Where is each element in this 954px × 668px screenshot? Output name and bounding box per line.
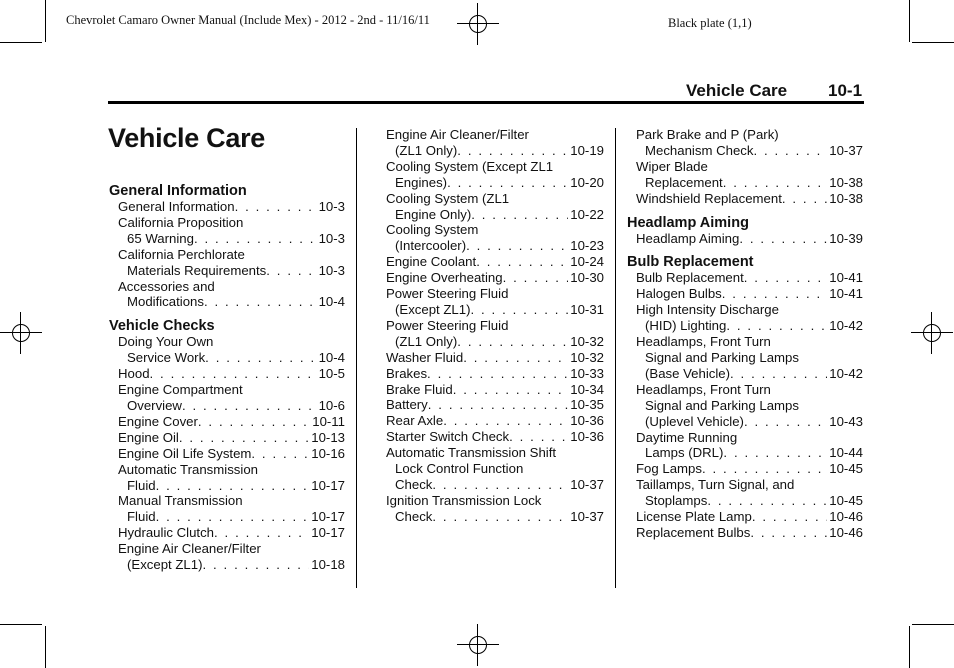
toc-entry-text: Hood — [118, 366, 150, 382]
toc-entry-row — [118, 478, 345, 494]
page-number: 10-37 — [829, 142, 863, 158]
toc-entry-row — [386, 413, 604, 429]
toc-entry-text: Replacement Bulbs — [636, 524, 751, 540]
page-number: 10-6 — [318, 397, 345, 413]
page-number: 10-36 — [570, 413, 604, 429]
dot-leader — [722, 286, 827, 302]
toc-entry-text: (Except ZL1) — [395, 301, 471, 317]
page-number: 10-34 — [570, 381, 604, 397]
toc-entry-text: Halogen Bulbs — [636, 286, 722, 302]
page-number: 10-3 — [318, 230, 345, 246]
registration-mark — [8, 320, 34, 346]
toc-entry-text: License Plate Lamp — [636, 509, 752, 525]
toc-entry[interactable] — [377, 191, 604, 223]
dot-leader — [443, 413, 568, 429]
toc-entry-text: Cooling System — [386, 222, 479, 238]
toc-entry[interactable] — [377, 318, 604, 350]
toc-entry-text: Engine Oil — [118, 429, 179, 445]
toc-entry-text: Ignition Transmission Lock — [386, 492, 542, 508]
toc-entry-text: (Intercooler) — [395, 238, 467, 254]
page-number: 10-45 — [829, 493, 863, 509]
dot-leader — [726, 318, 827, 334]
toc-entry-text: Headlamp Aiming — [636, 230, 740, 246]
page-number: 10-3 — [318, 262, 345, 278]
toc-entry-text: Automatic Transmission — [118, 461, 258, 477]
dot-leader — [744, 414, 827, 430]
page-number: 10-4 — [318, 350, 345, 366]
toc-entry-row — [636, 445, 863, 461]
dot-leader — [723, 175, 828, 191]
toc-entry[interactable] — [627, 461, 863, 477]
page-number: 10-37 — [570, 508, 604, 524]
section-heading: Vehicle Checks — [109, 318, 215, 335]
toc-entry[interactable] — [627, 231, 863, 247]
toc-entry-row — [118, 398, 345, 414]
crop-mark — [912, 42, 954, 43]
registration-mark — [465, 11, 491, 37]
toc-entry[interactable] — [377, 254, 604, 270]
dot-leader — [750, 525, 827, 541]
dot-leader — [457, 143, 568, 159]
page-number: 10-41 — [829, 270, 863, 286]
toc-entry-text: Fluid — [127, 477, 156, 493]
toc-entry-text: California Proposition — [118, 214, 244, 230]
toc-entry-row — [386, 175, 604, 191]
crop-mark — [0, 624, 42, 625]
toc-entry[interactable] — [109, 215, 345, 247]
page-number: 10-43 — [829, 413, 863, 429]
toc-entry-text: Lamps (DRL) — [645, 445, 724, 461]
dot-leader — [432, 477, 568, 493]
toc-entry[interactable] — [627, 191, 863, 207]
dot-leader — [509, 429, 568, 445]
dot-leader — [463, 350, 568, 366]
crop-mark — [909, 626, 910, 668]
dot-leader — [432, 509, 568, 525]
page-number: 10-23 — [570, 238, 604, 254]
toc-entry-row — [636, 414, 863, 430]
toc-entry-text: Signal and Parking Lamps — [645, 397, 799, 413]
toc-entry-row — [118, 366, 345, 382]
toc-entry-text: Taillamps, Turn Signal, and — [636, 477, 795, 493]
toc-entry-text: Manual Transmission — [118, 493, 243, 509]
toc-entry[interactable] — [109, 199, 345, 215]
toc-entry-row — [386, 238, 604, 254]
toc-entry-text: (Except ZL1) — [127, 557, 203, 573]
toc-entry-text: Check — [395, 476, 433, 492]
toc-entry[interactable] — [627, 509, 863, 525]
toc-entry-row — [636, 525, 863, 541]
dot-leader — [150, 366, 317, 382]
toc-entry-text: Headlamps, Front Turn — [636, 334, 771, 350]
dot-leader — [453, 382, 569, 398]
toc-entry[interactable] — [627, 302, 863, 334]
toc-entry[interactable] — [377, 366, 604, 382]
toc-entry-text: Signal and Parking Lamps — [645, 349, 799, 365]
toc-entry-text: High Intensity Discharge — [636, 302, 779, 318]
dot-leader — [471, 302, 569, 318]
page-number: 10-17 — [311, 509, 345, 525]
page-number: 10-39 — [829, 230, 863, 246]
toc-entry[interactable] — [377, 493, 604, 525]
plate-title: Chevrolet Camaro Owner Manual (Include Mex) - 2012 - 2nd - 11/16/11 — [66, 13, 430, 27]
toc-entry-text: Doing Your Own — [118, 334, 214, 350]
crop-mark — [0, 42, 42, 43]
toc-entry-row — [386, 270, 604, 286]
dot-leader — [503, 270, 569, 286]
toc-entry-text: Washer Fluid — [386, 349, 464, 365]
toc-entry-row — [636, 509, 863, 525]
toc-entry-row — [118, 414, 345, 430]
toc-entry-text: Starter Switch Check — [386, 429, 510, 445]
toc-entry-text: Stoplamps — [645, 493, 708, 509]
toc-entry-text: Materials Requirements — [127, 262, 267, 278]
toc-entry-text: California Perchlorate — [118, 246, 245, 262]
dot-leader — [235, 199, 317, 215]
toc-entry[interactable] — [109, 541, 345, 573]
toc-entry-text: Mechanism Check — [645, 142, 754, 158]
toc-entry-text: Bulb Replacement — [636, 270, 744, 286]
toc-entry-text: General Information — [118, 199, 235, 214]
toc-entry-text: Park Brake and P (Park) — [636, 127, 779, 142]
toc-entry-row — [118, 294, 345, 310]
dot-leader — [476, 254, 568, 270]
dot-leader — [156, 509, 310, 525]
toc-entry-text: Replacement — [645, 174, 723, 190]
page-number: 10-3 — [318, 199, 345, 214]
running-header-section: Vehicle Care — [686, 81, 788, 100]
toc-entry-text: Engine Overheating — [386, 270, 503, 286]
section-heading: General Information — [109, 183, 247, 199]
page-number: 10-38 — [829, 190, 863, 206]
page-number: 10-18 — [311, 557, 345, 573]
toc-entry[interactable] — [627, 286, 863, 302]
dot-leader — [214, 525, 309, 541]
crop-mark — [45, 626, 46, 668]
toc-entry-row — [636, 286, 863, 302]
toc-entry-row — [386, 302, 604, 318]
toc-entry-text: Engine Oil Life System — [118, 445, 252, 461]
page-title: Vehicle Care — [108, 123, 266, 153]
toc-entry[interactable] — [109, 493, 345, 525]
toc-entry[interactable] — [109, 279, 345, 311]
toc-entry[interactable] — [109, 446, 345, 462]
crop-mark — [912, 624, 954, 625]
toc-entry-text: Hydraulic Clutch — [118, 525, 215, 541]
page-number: 10-37 — [570, 476, 604, 492]
toc-entry-row — [636, 143, 863, 159]
dot-leader — [730, 366, 827, 382]
dot-leader — [744, 270, 828, 286]
toc-entry[interactable] — [377, 350, 604, 366]
dot-leader — [179, 430, 309, 446]
dot-leader — [204, 294, 317, 310]
toc-entry-row — [636, 175, 863, 191]
page-number: 10-35 — [570, 397, 604, 413]
dot-leader — [702, 461, 827, 477]
toc-column-3 — [627, 127, 863, 541]
toc-entry-text: Engine Cover — [118, 413, 198, 429]
page-number: 10-38 — [829, 174, 863, 190]
section-heading: Headlamp Aiming — [627, 214, 749, 231]
toc-entry-row — [118, 231, 345, 247]
page-number: 10-4 — [318, 294, 345, 310]
page-number: 10-19 — [570, 142, 604, 158]
toc-entry-row — [636, 231, 863, 247]
toc-entry-row — [386, 429, 604, 445]
toc-entry-text: Brake Fluid — [386, 381, 453, 397]
toc-column-1 — [109, 183, 345, 573]
page-number: 10-13 — [311, 429, 345, 445]
toc-entry-row — [386, 143, 604, 159]
toc-entry[interactable] — [377, 429, 604, 445]
page-number: 10-46 — [829, 524, 863, 540]
page-number: 10-24 — [570, 254, 604, 270]
toc-entry-row — [386, 477, 604, 493]
page-number: 10-30 — [570, 270, 604, 286]
toc-entry-text: Cooling System (ZL1 — [386, 190, 510, 206]
toc-entry-text: Engine Air Cleaner/Filter — [386, 127, 529, 142]
toc-entry-text: Windshield Replacement — [636, 190, 782, 206]
toc-entry-row — [386, 509, 604, 525]
page-number: 10-31 — [570, 301, 604, 317]
page-number: 10-33 — [570, 365, 604, 381]
toc-entry-text: Engines) — [395, 174, 448, 190]
page-number: 10-46 — [829, 509, 863, 525]
toc-entry[interactable] — [627, 127, 863, 159]
toc-entry-text: Cooling System (Except ZL1 — [386, 158, 554, 174]
toc-entry[interactable] — [627, 477, 863, 509]
toc-entry[interactable] — [377, 286, 604, 318]
toc-entry-text: Engine Compartment — [118, 382, 243, 398]
toc-entry-row — [118, 350, 345, 366]
toc-entry-text: Accessories and — [118, 278, 215, 294]
toc-entry-text: Service Work — [127, 350, 206, 366]
crop-mark — [45, 0, 46, 42]
running-header-page: 10-1 — [828, 81, 863, 100]
toc-entry[interactable] — [109, 430, 345, 446]
toc-entry[interactable] — [377, 397, 604, 413]
dot-leader — [457, 334, 568, 350]
crop-mark — [909, 0, 910, 42]
toc-entry-text: (ZL1 Only) — [395, 142, 458, 158]
page-number: 10-42 — [829, 365, 863, 381]
toc-entry-text: Power Steering Fluid — [386, 317, 509, 333]
dot-leader — [156, 478, 310, 494]
toc-entry[interactable] — [627, 159, 863, 191]
toc-entry-text: Engine Only) — [395, 206, 472, 222]
toc-entry[interactable] — [377, 445, 604, 493]
dot-leader — [198, 414, 310, 430]
dot-leader — [194, 231, 317, 247]
dot-leader — [251, 446, 309, 462]
toc-entry-text: Battery — [386, 397, 428, 413]
toc-entry-row — [636, 366, 863, 382]
toc-entry-text: Headlamps, Front Turn — [636, 381, 771, 397]
toc-entry[interactable] — [109, 334, 345, 366]
toc-entry-text: Brakes — [386, 365, 428, 381]
toc-entry-row — [636, 318, 863, 334]
toc-column-2 — [377, 127, 604, 525]
column-divider — [356, 128, 357, 588]
page-number: 10-22 — [570, 206, 604, 222]
toc-entry[interactable] — [377, 382, 604, 398]
toc-entry-row — [118, 430, 345, 446]
dot-leader — [723, 445, 827, 461]
toc-entry-text: Automatic Transmission Shift — [386, 445, 557, 461]
page-number: 10-42 — [829, 318, 863, 334]
toc-entry-text: (ZL1 Only) — [395, 333, 458, 349]
page-number: 10-45 — [829, 461, 863, 477]
toc-entry-row — [118, 525, 345, 541]
page-number: 10-32 — [570, 349, 604, 365]
toc-entry-text: Power Steering Fluid — [386, 286, 509, 302]
page-number: 10-16 — [311, 445, 345, 461]
toc-entry-row — [636, 191, 863, 207]
registration-mark — [919, 320, 945, 346]
dot-leader — [752, 509, 827, 525]
page-number: 10-17 — [311, 477, 345, 493]
dot-leader — [205, 350, 316, 366]
toc-entry[interactable] — [109, 462, 345, 494]
page-number: 10-36 — [570, 429, 604, 445]
toc-entry-text: Fluid — [127, 509, 156, 525]
toc-entry[interactable] — [109, 366, 345, 382]
page-number: 10-5 — [318, 366, 345, 382]
toc-entry-row — [118, 446, 345, 462]
toc-entry-text: Engine Air Cleaner/Filter — [118, 541, 261, 557]
toc-entry[interactable] — [377, 270, 604, 286]
toc-entry-text: Rear Axle — [386, 413, 444, 429]
section-heading: Bulb Replacement — [627, 254, 754, 271]
page-number: 10-11 — [312, 413, 345, 429]
dot-leader — [753, 143, 827, 159]
toc-entry[interactable] — [109, 382, 345, 414]
column-divider — [615, 128, 616, 588]
toc-entry-text: Fog Lamps — [636, 461, 702, 477]
toc-entry[interactable] — [627, 430, 863, 462]
toc-entry-row — [386, 366, 604, 382]
page-number: 10-41 — [829, 286, 863, 302]
header-rule — [108, 101, 864, 104]
toc-entry-text: Overview — [127, 397, 182, 413]
dot-leader — [466, 238, 568, 254]
toc-entry[interactable] — [627, 382, 863, 430]
toc-entry-row — [118, 509, 345, 525]
toc-entry-row — [386, 350, 604, 366]
page-number: 10-20 — [570, 174, 604, 190]
toc-entry-text: Daytime Running — [636, 429, 738, 445]
plate-info: Black plate (1,1) — [668, 16, 752, 30]
page-number: 10-17 — [311, 525, 345, 541]
page-number: 10-44 — [829, 445, 863, 461]
toc-entry-row — [386, 397, 604, 413]
toc-entry[interactable] — [627, 270, 863, 286]
toc-entry[interactable] — [109, 525, 345, 541]
toc-entry-text: Engine Coolant — [386, 254, 477, 270]
toc-entry-text: Lock Control Function — [395, 461, 524, 477]
toc-entry[interactable] — [377, 222, 604, 254]
toc-entry-text: 65 Warning — [127, 230, 194, 246]
dot-leader — [203, 557, 310, 573]
dot-leader — [428, 397, 568, 413]
toc-entry[interactable] — [377, 127, 604, 159]
toc-entry[interactable] — [377, 159, 604, 191]
toc-entry[interactable] — [377, 413, 604, 429]
toc-entry-row — [118, 557, 345, 573]
dot-leader — [427, 366, 568, 382]
toc-entry[interactable] — [109, 247, 345, 279]
registration-mark — [465, 632, 491, 658]
toc-entry-row — [636, 461, 863, 477]
toc-entry-row — [636, 270, 863, 286]
toc-entry-text: (Base Vehicle) — [645, 365, 731, 381]
toc-entry-row — [386, 207, 604, 223]
page-number: 10-32 — [570, 333, 604, 349]
dot-leader — [739, 231, 827, 247]
toc-entry[interactable] — [109, 414, 345, 430]
toc-entry-text: (Uplevel Vehicle) — [645, 413, 744, 429]
dot-leader — [471, 207, 568, 223]
toc-entry-text: Check — [395, 508, 433, 524]
toc-entry-text: (HID) Lighting — [645, 318, 727, 334]
toc-entry-text: Modifications — [127, 294, 204, 310]
toc-entry-row — [636, 493, 863, 509]
toc-entry-row — [386, 334, 604, 350]
toc-entry-row — [118, 199, 345, 215]
dot-leader — [447, 175, 568, 191]
toc-entry-row — [386, 382, 604, 398]
dot-leader — [782, 191, 827, 207]
dot-leader — [182, 398, 317, 414]
toc-entry[interactable] — [627, 334, 863, 382]
toc-entry-text: Wiper Blade — [636, 158, 708, 174]
toc-entry-row — [118, 263, 345, 279]
dot-leader — [266, 263, 316, 279]
toc-entry-row — [386, 254, 604, 270]
dot-leader — [707, 493, 827, 509]
toc-entry[interactable] — [627, 525, 863, 541]
